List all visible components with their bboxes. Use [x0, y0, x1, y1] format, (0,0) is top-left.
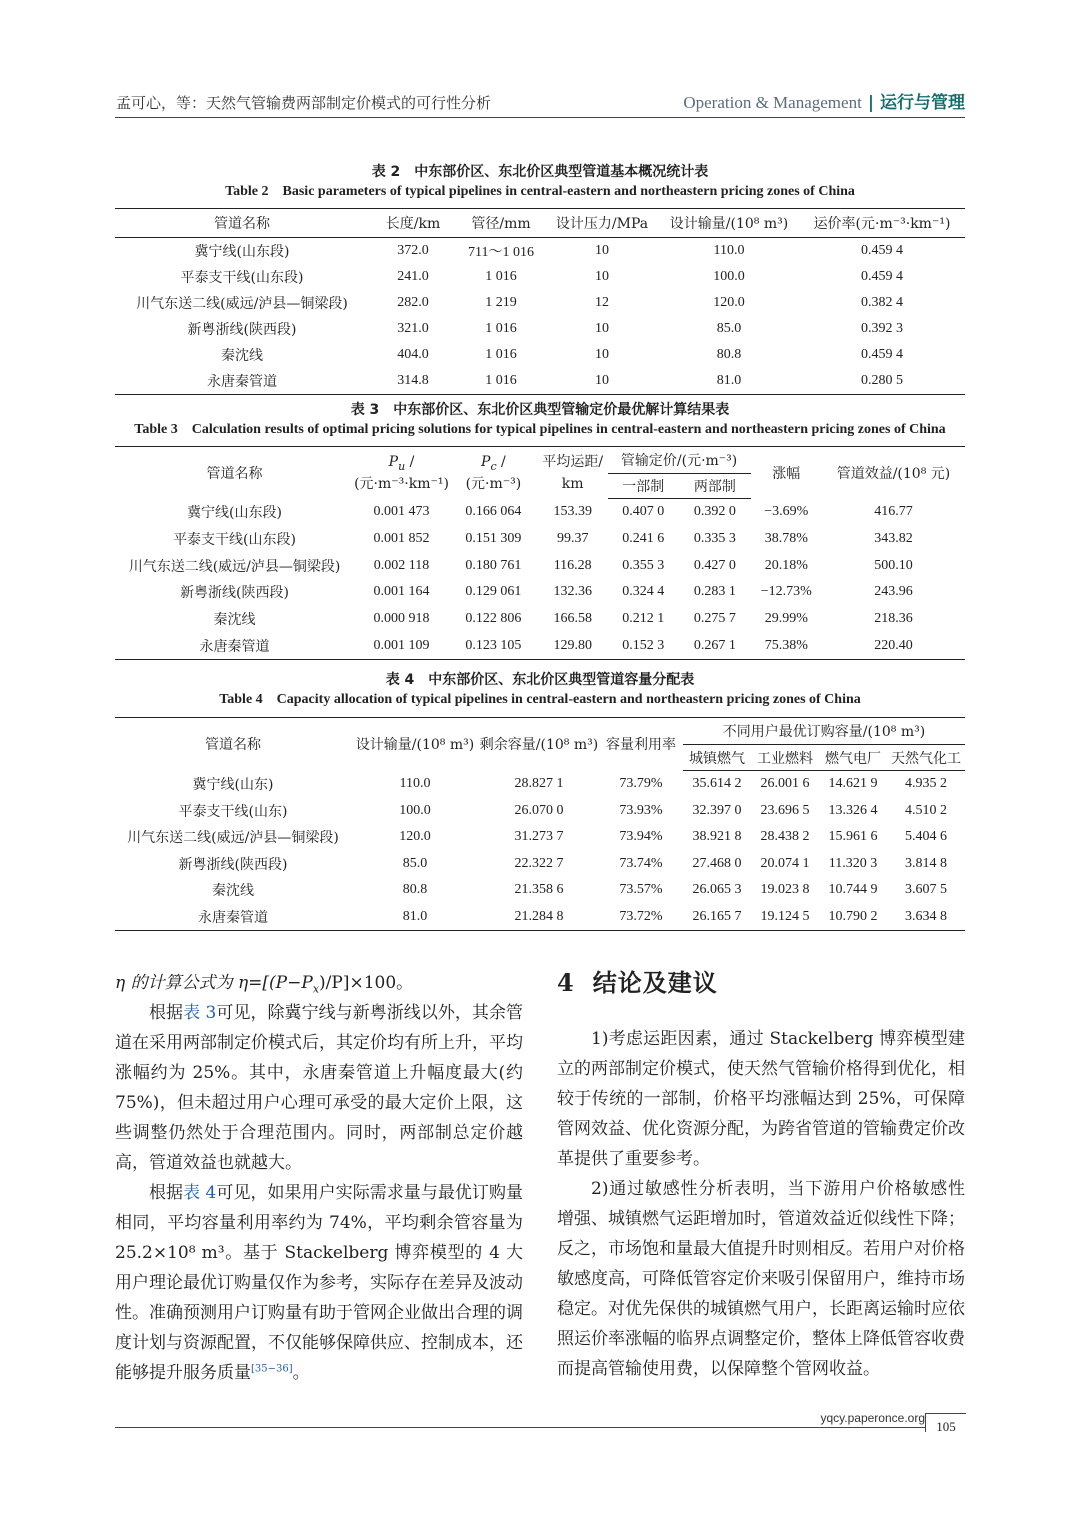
- value-cell: 31.273 7: [514, 829, 564, 845]
- table2-row: [115, 238, 965, 265]
- value-cell: 80.8: [402, 882, 428, 898]
- value-cell: 100.0: [713, 269, 745, 284]
- value-cell: 21.284 8: [479, 904, 599, 931]
- table2-row: [115, 316, 965, 342]
- value-cell: 35.614 2: [692, 776, 742, 792]
- value-cell: 0.151 309: [465, 531, 522, 547]
- pipeline-name-cell: 冀宁线(山东): [192, 777, 274, 793]
- pipeline-name-cell: 平泰支干线(山东段): [173, 532, 296, 549]
- value-cell: 0.283 1: [693, 584, 736, 600]
- value-cell: 0.000 918: [373, 611, 430, 627]
- value-cell: 19.124 5: [751, 904, 819, 931]
- value-cell: 20.074 1: [760, 855, 810, 871]
- table3-caption: [115, 400, 965, 440]
- value-cell: 81.0: [351, 904, 479, 931]
- value-cell: 282.0: [397, 295, 429, 310]
- value-cell: 1 219: [485, 295, 517, 310]
- value-cell: 81.0: [659, 368, 799, 395]
- value-cell: 26.165 7: [683, 904, 751, 931]
- value-cell: −3.69%: [764, 504, 809, 520]
- value-cell: 711～1 016: [468, 245, 534, 260]
- header-section-cn: 运行与管理: [880, 93, 965, 113]
- value-cell: 73.74%: [619, 855, 663, 871]
- table3-header-distance: 平均运距/ km: [538, 447, 608, 499]
- table4: [115, 717, 965, 931]
- value-cell: 500.10: [874, 557, 913, 573]
- table3-header-name: 管道名称: [115, 447, 354, 499]
- pipeline-name-cell: 新粤浙线(陕西段): [187, 322, 297, 338]
- value-cell: 120.0: [399, 829, 431, 845]
- value-cell: 3.607 5: [905, 882, 947, 898]
- table2-row: [115, 342, 965, 368]
- table2-caption-zh: 表 2 中东部价区、东北价区典型管道基本概况统计表: [371, 164, 709, 180]
- value-cell: 120.0: [713, 295, 745, 310]
- value-cell: 0.001 852: [373, 531, 430, 547]
- value-cell: −12.73%: [760, 584, 812, 600]
- value-cell: 372.0: [397, 243, 429, 258]
- value-cell: 28.438 2: [760, 829, 810, 845]
- value-cell: 0.392 3: [861, 321, 903, 336]
- table3-row: [115, 552, 965, 579]
- value-cell: 27.468 0: [692, 855, 742, 871]
- value-cell: 10.744 9: [828, 882, 878, 898]
- value-cell: 0.335 3: [693, 531, 736, 547]
- table4-row: [115, 798, 965, 825]
- header-section-en: Operation & Management: [683, 93, 862, 112]
- value-cell: 0.212 1: [622, 611, 665, 627]
- value-cell: 11.320 3: [828, 855, 878, 871]
- value-cell: 0.001 164: [373, 584, 430, 600]
- value-cell: 0.459 4: [861, 243, 903, 258]
- table4-row: [115, 877, 965, 904]
- table4-header-design: 设计输量/(10⁸ m³): [351, 718, 479, 771]
- table2-row: [115, 368, 965, 395]
- conclusion-2: 2)通过敏感性分析表明，当下游用户价格敏感性增强、城镇燃气运距增加时，管道效益近似线性下降；反之，市场饱和量最大值提升时则相反。若用户对价格敏感度高，可降低管容定价来吸引保留用户，维持市场稳定。对优先保供的城镇燃气用户，长距离运输时应依照运价率涨幅的临界点调整定价，整体上降低管容收费而提高管输使用费，以保障整个管网收益。: [557, 1179, 965, 1379]
- table3-row: [115, 606, 965, 633]
- value-cell: 26.070 0: [514, 802, 564, 818]
- value-cell: 10: [595, 243, 609, 258]
- value-cell: 153.39: [553, 504, 592, 520]
- table4-header-util: 容量利用率: [599, 718, 683, 771]
- value-cell: 220.40: [822, 632, 965, 659]
- table3: [115, 446, 965, 660]
- table2-header-cell: 管道名称: [115, 209, 369, 238]
- table2-caption-en: Table 2 Basic parameters of typical pipelines in central-eastern and northeastern pricing zones of China: [225, 184, 855, 199]
- table3-caption-en: Table 3 Calculation results of optimal pricing solutions for typical pipelines in central-eastern and northeastern pricing zones of China: [134, 422, 946, 437]
- pipeline-name-cell: 新粤浙线(陕西段): [178, 856, 288, 873]
- value-cell: 0.001 109: [354, 632, 449, 659]
- value-cell: 10: [595, 321, 609, 336]
- left-column: [115, 968, 523, 1388]
- value-cell: 0.382 4: [861, 295, 903, 310]
- table4-header-group: 不同用户最优订购容量/(10⁸ m³): [683, 718, 965, 745]
- value-cell: 321.0: [397, 321, 429, 336]
- value-cell: 0.324 4: [622, 584, 665, 600]
- value-cell: 3.814 8: [905, 855, 947, 871]
- table4-row: [115, 824, 965, 851]
- value-cell: 166.58: [553, 611, 592, 627]
- table2-header-cell: 设计压力/MPa: [545, 209, 659, 238]
- table4-header-remain: 剩余容量/(10⁸ m³): [479, 718, 599, 771]
- value-cell: 1 016: [485, 269, 517, 284]
- value-cell: 21.358 6: [514, 882, 564, 898]
- value-cell: 80.8: [716, 347, 742, 362]
- value-cell: 73.93%: [619, 802, 663, 818]
- value-cell: 85.0: [716, 321, 742, 336]
- value-cell: 0.427 0: [693, 557, 736, 573]
- table3-header-two-part: 两部制: [679, 474, 751, 499]
- footer-rule: [115, 1427, 925, 1428]
- value-cell: 241.0: [397, 269, 429, 284]
- value-cell: 0.180 761: [465, 557, 522, 573]
- table2-row: [115, 290, 965, 316]
- value-cell: 73.72%: [599, 904, 683, 931]
- table3-row: [115, 499, 965, 526]
- value-cell: 1 016: [485, 347, 517, 362]
- value-cell: 85.0: [402, 855, 428, 871]
- pipeline-name-cell: 秦沈线: [221, 348, 263, 364]
- conclusion-1: 1)考虑运距因素，通过 Stackelberg 博弈模型建立的两部制定价模式，使天然气管输价格得到优化，相较于传统的一部制，价格平均涨幅达到 25%，可保障管网效益、优化资源分配，为跨省管道的管输费定价改革提供了重要参考。: [557, 1029, 965, 1169]
- table2-header-cell: 长度/km: [369, 209, 457, 238]
- value-cell: 0.280 5: [799, 368, 965, 395]
- table4-header-user: 天然气化工: [887, 745, 965, 771]
- table4-link[interactable]: 表 4: [183, 1183, 217, 1203]
- value-cell: 110.0: [399, 776, 431, 791]
- formula-line: η 的计算公式为 $\eta=[(P-P_x)/P]\times 100$。: [115, 973, 414, 996]
- pipeline-name-cell: 永唐秦管道: [115, 904, 351, 931]
- running-header-left: 孟可心，等：天然气管输费两部制定价模式的可行性分析: [116, 94, 492, 112]
- pipeline-name-cell: 永唐秦管道: [115, 632, 354, 659]
- value-cell: 73.79%: [619, 776, 663, 791]
- value-cell: 29.99%: [764, 611, 808, 627]
- value-cell: 32.397 0: [692, 802, 742, 818]
- table3-row: [115, 526, 965, 553]
- value-cell: 129.80: [538, 632, 608, 659]
- value-cell: 28.827 1: [514, 776, 564, 791]
- table2-header-cell: 设计输量/(10⁸ m³): [659, 209, 799, 238]
- table4-header-user: 城镇燃气: [683, 745, 751, 771]
- table2: [115, 208, 965, 395]
- pipeline-name-cell: 川气东送二线(威远/泸县—铜梁段): [136, 296, 348, 312]
- footer-url[interactable]: yqcy.paperonce.org: [820, 1411, 925, 1425]
- table2-body: [115, 238, 965, 395]
- value-cell: 14.621 9: [828, 776, 878, 792]
- table3-row: [115, 632, 965, 659]
- value-cell: 99.37: [556, 531, 589, 547]
- table3-row: [115, 579, 965, 606]
- value-cell: 19.023 8: [760, 882, 810, 898]
- value-cell: 73.57%: [619, 882, 663, 898]
- header-separator: |: [867, 93, 874, 113]
- table2-row: [115, 264, 965, 290]
- value-cell: 100.0: [399, 802, 431, 818]
- value-cell: 0.275 7: [693, 611, 736, 627]
- pipeline-name-cell: 秦沈线: [212, 883, 254, 900]
- value-cell: 116.28: [553, 557, 592, 573]
- value-cell: 416.77: [874, 504, 913, 520]
- table3-header-pc: $P_c$ / (元·m⁻³): [449, 447, 538, 499]
- table4-row: [115, 851, 965, 878]
- value-cell: 22.322 7: [514, 855, 564, 871]
- right-column: [557, 968, 965, 1384]
- value-cell: 0.166 064: [465, 504, 522, 520]
- value-cell: 12: [595, 295, 609, 310]
- table3-header-pu: $P_u$ / (元·m⁻³·km⁻¹): [354, 447, 449, 499]
- section-heading: 4 结论及建议: [557, 968, 718, 997]
- value-cell: 1 016: [457, 368, 545, 395]
- value-cell: 10: [545, 368, 659, 395]
- pipeline-name-cell: 秦沈线: [213, 612, 256, 629]
- table3-body: [115, 499, 965, 660]
- value-cell: 38.78%: [764, 531, 808, 547]
- value-cell: 10.790 2: [819, 904, 887, 931]
- table4-caption: [115, 670, 965, 710]
- value-cell: 10: [595, 269, 609, 284]
- table3-header-price: 管输定价/(元·m⁻³): [608, 447, 751, 474]
- value-cell: 0.002 118: [373, 557, 430, 573]
- value-cell: 5.404 6: [905, 829, 947, 845]
- value-cell: 0.459 4: [861, 347, 903, 362]
- value-cell: 26.065 3: [692, 882, 742, 898]
- pipeline-name-cell: 平泰支干线(山东): [178, 803, 288, 820]
- value-cell: 23.696 5: [760, 802, 810, 818]
- table4-caption-zh: 表 4 中东部价区、东北价区典型管道容量分配表: [385, 672, 695, 688]
- header-rule: [115, 117, 965, 118]
- value-cell: 20.18%: [764, 557, 808, 573]
- table3-caption-zh: 表 3 中东部价区、东北价区典型管输定价最优解计算结果表: [350, 402, 730, 418]
- pipeline-name-cell: 川气东送二线(威远/泸县—铜梁段): [127, 830, 339, 847]
- value-cell: 110.0: [713, 243, 745, 258]
- table3-link[interactable]: 表 3: [183, 1003, 217, 1023]
- citation-link[interactable]: [35−36]: [251, 1363, 293, 1375]
- table2-header-cell: 运价率(元·m⁻³·km⁻¹): [799, 209, 965, 238]
- value-cell: 4.510 2: [905, 802, 947, 818]
- value-cell: 0.123 105: [449, 632, 538, 659]
- running-header-right: [683, 88, 965, 113]
- pipeline-name-cell: 冀宁线(山东段): [194, 244, 290, 260]
- value-cell: 0.392 0: [693, 504, 736, 520]
- value-cell: 0.122 806: [465, 611, 522, 627]
- table3-header-one-part: 一部制: [608, 474, 680, 499]
- page-number: 105: [925, 1413, 966, 1432]
- table2-caption: [115, 162, 965, 202]
- table4-header-user: 工业燃料: [751, 745, 819, 771]
- value-cell: 73.94%: [619, 829, 663, 845]
- value-cell: 13.326 4: [828, 802, 878, 818]
- table4-header-name: 管道名称: [115, 718, 351, 771]
- table4-row: [115, 771, 965, 798]
- value-cell: 243.96: [874, 584, 913, 600]
- paragraph-table3-analysis: 根据表 3可见，除冀宁线与新粤浙线以外，其余管道在采用两部制定价模式后，其定价均有所上升，平均涨幅约为 25%。其中，永唐秦管道上升幅度最大(约 75%)，但未超过用户心理可承受的最大定价上限，这些调整仍然处于合理范围内。同时，两部制总定价越高，管道效益也就越大。: [115, 1003, 524, 1173]
- value-cell: 75.38%: [751, 632, 822, 659]
- table4-header-user: 燃气电厂: [819, 745, 887, 771]
- value-cell: 314.8: [369, 368, 457, 395]
- table3-header-benefit: 管道效益/(10⁸ 元): [822, 447, 965, 499]
- table4-body: [115, 771, 965, 931]
- value-cell: 3.634 8: [887, 904, 965, 931]
- table2-header-cell: 管径/mm: [457, 209, 545, 238]
- pipeline-name-cell: 新粤浙线(陕西段): [180, 585, 289, 602]
- value-cell: 0.129 061: [465, 584, 522, 600]
- table4-caption-en: Table 4 Capacity allocation of typical pipelines in central-eastern and northeastern pricing zones of China: [219, 692, 861, 707]
- paragraph-table4-analysis: 根据表 4可见，如果用户实际需求量与最优订购量相同，平均容量利用率约为 74%，平均剩余管容量为 25.2×10⁸ m³。基于 Stackelberg 博弈模型的 4 大用户理论最优订购量仅作为参考，实际存在差异及波动性。准确预测用户订购量有助于管网企业做出合理的调度计划与资源配置，不仅能够保障供应、控制成本，还能够提升服务质量[35−36]。: [115, 1183, 524, 1383]
- pipeline-name-cell: 平泰支干线(山东段): [180, 270, 304, 286]
- value-cell: 0.267 1: [679, 632, 751, 659]
- value-cell: 0.407 0: [622, 504, 665, 520]
- value-cell: 1 016: [485, 321, 517, 336]
- value-cell: 10: [595, 347, 609, 362]
- table4-row: [115, 904, 965, 931]
- pipeline-name-cell: 川气东送二线(威远/泸县—铜梁段): [128, 558, 341, 575]
- value-cell: 343.82: [874, 531, 913, 547]
- value-cell: 0.459 4: [861, 269, 903, 284]
- value-cell: 0.152 3: [608, 632, 680, 659]
- value-cell: 404.0: [397, 347, 429, 362]
- pipeline-name-cell: 永唐秦管道: [115, 368, 369, 395]
- value-cell: 218.36: [874, 611, 913, 627]
- value-cell: 132.36: [553, 584, 592, 600]
- value-cell: 4.935 2: [905, 776, 947, 792]
- table3-header-rise: 涨幅: [751, 447, 822, 499]
- value-cell: 38.921 8: [692, 829, 742, 845]
- value-cell: 0.001 473: [373, 504, 430, 520]
- pipeline-name-cell: 冀宁线(山东段): [187, 505, 282, 522]
- value-cell: 26.001 6: [760, 776, 810, 792]
- value-cell: 0.241 6: [622, 531, 665, 547]
- value-cell: 15.961 6: [828, 829, 878, 845]
- value-cell: 0.355 3: [622, 557, 665, 573]
